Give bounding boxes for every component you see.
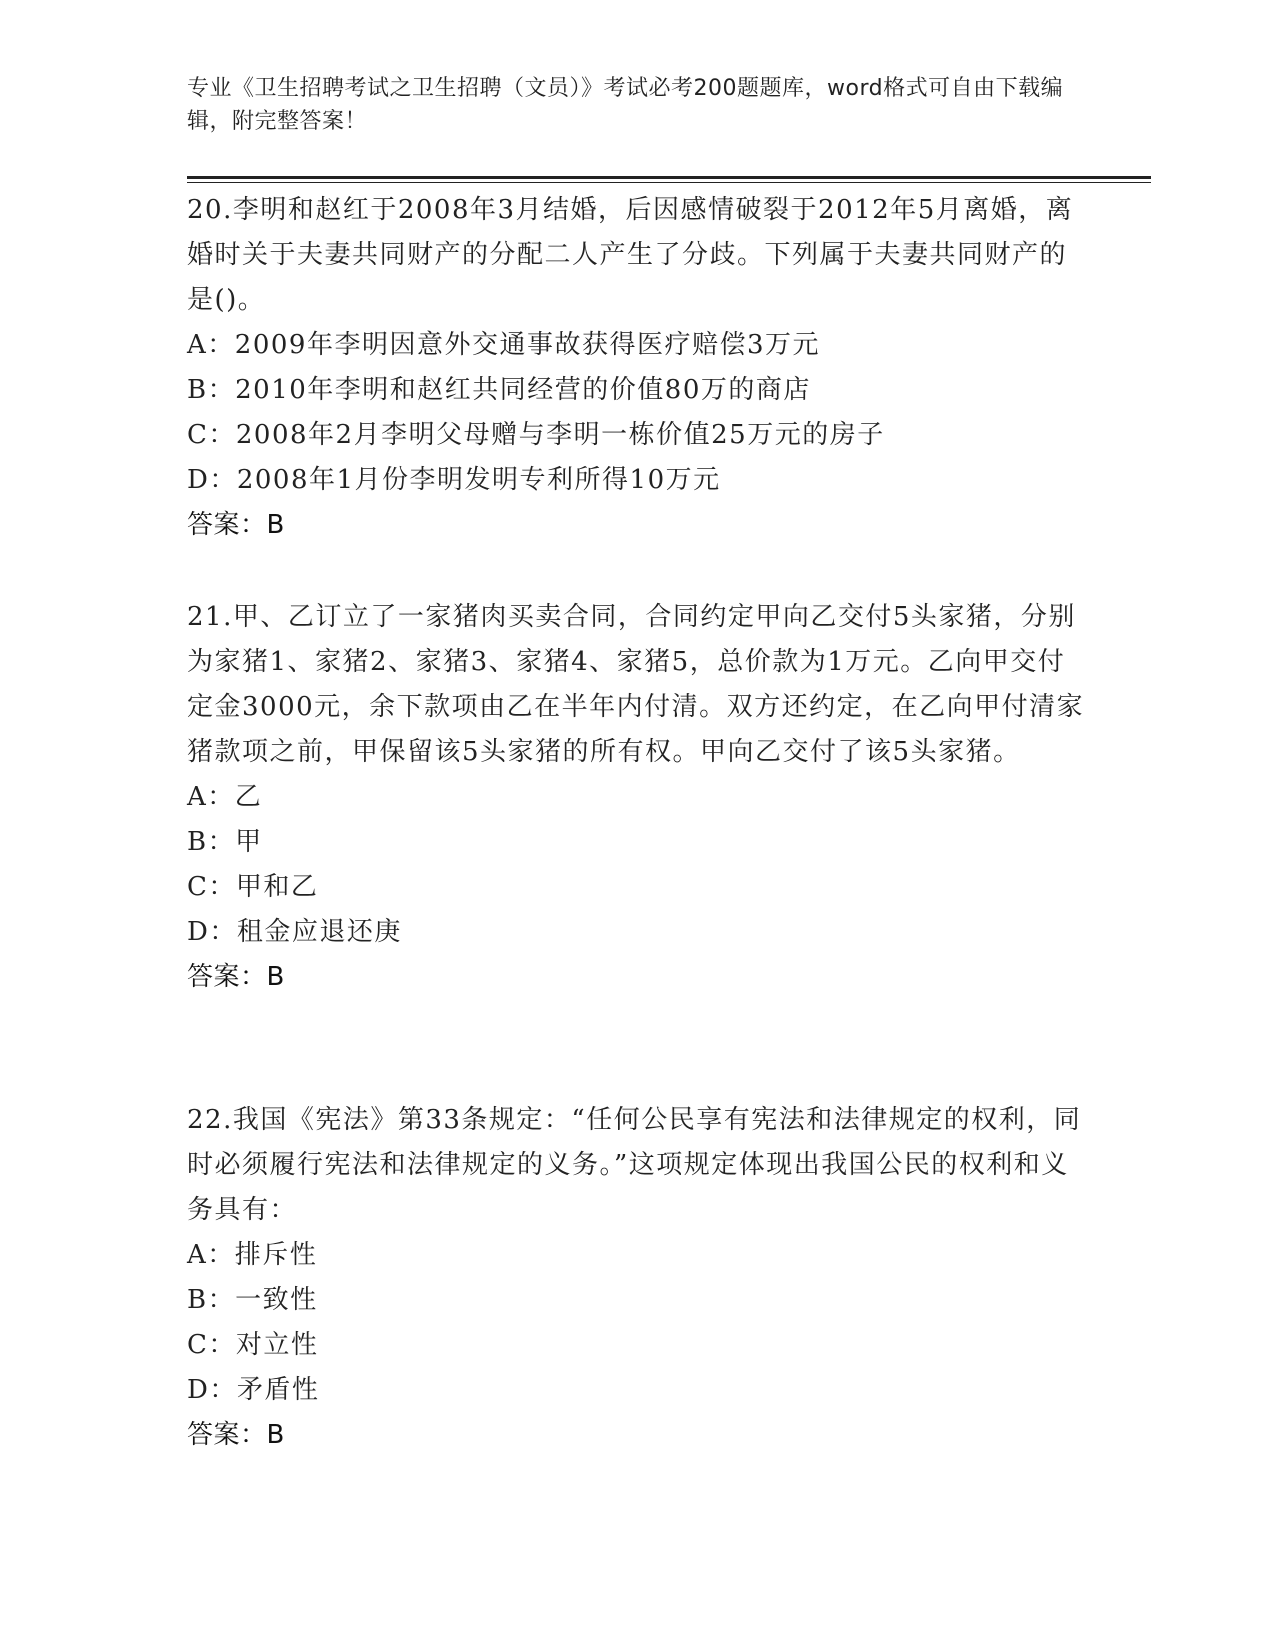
option-a: A：2009年李明因意外交通事故获得医疗赔偿3万元 <box>187 330 820 360</box>
header-divider-thin <box>187 182 1151 183</box>
option-b: B：一致性 <box>187 1285 318 1315</box>
option-c: C：2008年2月李明父母赠与李明一栋价值25万元的房子 <box>187 420 885 450</box>
option-d: D：2008年1月份李明发明专利所得10万元 <box>187 465 721 495</box>
question-22 <box>187 1098 1087 1458</box>
option-a: A：乙 <box>187 782 263 812</box>
option-d: D：矛盾性 <box>187 1375 320 1405</box>
header-divider-thick <box>187 176 1151 179</box>
answer-line: 答案：B <box>187 510 285 540</box>
answer-line: 答案：B <box>187 962 285 992</box>
option-d: D：租金应退还庚 <box>187 917 402 947</box>
question-21 <box>187 595 1087 1000</box>
document-header: 专业《卫生招聘考试之卫生招聘（文员）》考试必考200题题库，word格式可自由下载编辑，附完整答案！ <box>187 76 1064 134</box>
answer-line: 答案：B <box>187 1420 285 1450</box>
option-b: B：2010年李明和赵红共同经营的价值80万的商店 <box>187 375 811 405</box>
question-stem: 21.甲、乙订立了一家猪肉买卖合同，合同约定甲向乙交付5头家猪，分别为家猪1、家猪2、家猪3、家猪4、家猪5，总价款为1万元。乙向甲交付定金3000元，余下款项由乙在半年内付清。双方还约定，在乙向甲付清家猪款项之前，甲保留该5头家猪的所有权。甲向乙交付了该5头家猪。 <box>187 602 1085 767</box>
option-c: C：甲和乙 <box>187 872 319 902</box>
question-stem: 22.我国《宪法》第33条规定：“任何公民享有宪法和法律规定的权利，同时必须履行宪法和法律规定的义务。”这项规定体现出我国公民的权利和义务具有： <box>187 1105 1082 1225</box>
option-c: C：对立性 <box>187 1330 319 1360</box>
option-b: B：甲 <box>187 827 263 857</box>
option-a: A：排斥性 <box>187 1240 318 1270</box>
question-stem: 20.李明和赵红于2008年3月结婚，后因感情破裂于2012年5月离婚，离婚时关于夫妻共同财产的分配二人产生了分歧。下列属于夫妻共同财产的是()。 <box>187 195 1074 315</box>
question-20 <box>187 188 1087 548</box>
